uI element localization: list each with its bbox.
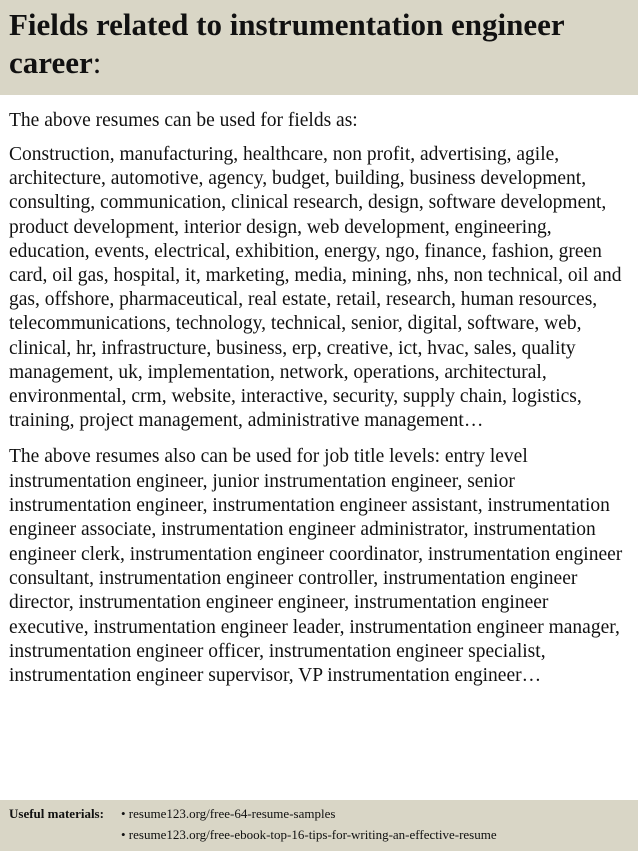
useful-materials-label-text: Useful materials bbox=[9, 806, 100, 821]
main-content bbox=[0, 109, 638, 688]
footer-row-2 bbox=[9, 824, 630, 845]
page-title-colon: : bbox=[92, 45, 102, 80]
useful-materials-band bbox=[0, 800, 638, 851]
page-title bbox=[9, 6, 630, 82]
fields-list: Construction, manufacturing, healthcare, non profit, advertising, agile, architecture, automotive, agency, budget, building, business development, consulting, communication, clinical research, design, software development, product development, interior design, web development, engineering, education, events, electrical, exhibition, energy, ngo, finance, fashion, green card, oil gas, hospital, it, marketing, media, mining, nhs, non technical, oil and gas, offshore, pharmaceutical, real estate, retail, research, human resources, telecommunications, technology, technical, senior, digital, software, web, clinical, hr, infrastructure, business, erp, creative, ict, hvac, sales, quality management, uk, implementation, network, operations, architectural, environmental, crm, website, interactive, security, supply chain, logistics, training, project management, administrative management… bbox=[9, 144, 622, 432]
job-levels-list: The above resumes also can be used for job title levels: entry level instrumentation engineer, junior instrumentation engineer, senior instrumentation engineer, instrumentation engineer assistant, instrumentation engineer associate, instrumentation engineer administrator, instrumentation engineer clerk, instrumentation engineer coordinator, instrumentation engineer consultant, instrumentation engineer controller, instrumentation engineer director, instrumentation engineer engineer, instrumentation engineer executive, instrumentation engineer leader, instrumentation engineer manager, instrumentation engineer officer, instrumentation engineer specialist, instrumentation engineer supervisor, VP instrumentation engineer… bbox=[9, 446, 623, 687]
footer-label-spacer bbox=[9, 824, 121, 845]
title-band bbox=[0, 0, 638, 95]
footer-row-1 bbox=[9, 803, 630, 824]
link-ebook-tips[interactable]: • resume123.org/free-ebook-top-16-tips-for-writing-an-effective-resume bbox=[121, 827, 497, 842]
link-resume-samples[interactable]: • resume123.org/free-64-resume-samples bbox=[121, 806, 336, 821]
page-title-text: Fields related to instrumentation engineer career bbox=[9, 7, 565, 80]
useful-materials-label bbox=[9, 803, 121, 824]
useful-materials-label-colon: : bbox=[99, 806, 104, 821]
fields-intro: The above resumes can be used for fields as: bbox=[9, 110, 358, 131]
